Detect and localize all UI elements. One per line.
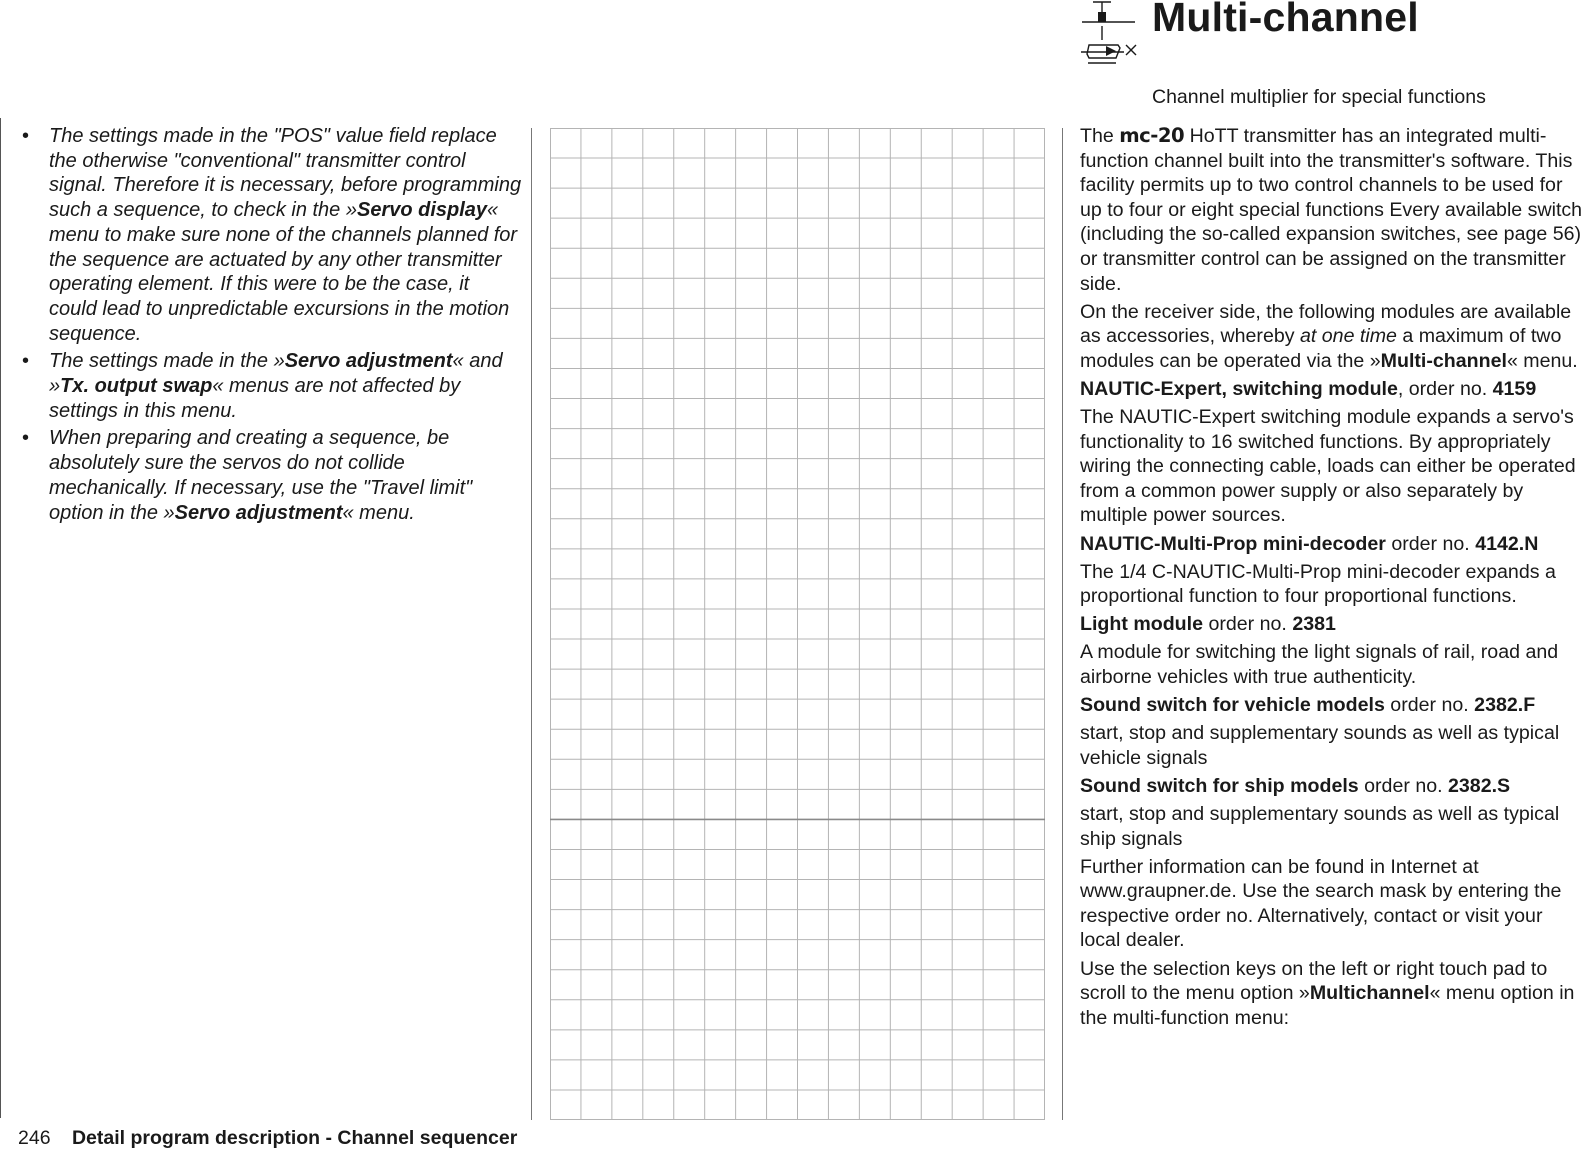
text-run: order no.	[1203, 613, 1293, 636]
text-run: Servo adjustment	[284, 350, 453, 373]
paragraph	[1080, 721, 1586, 770]
text-run: 2381	[1292, 613, 1336, 636]
text-run: The settings made in the »	[49, 350, 285, 373]
left-column	[22, 124, 522, 528]
text-run: Light module	[1080, 613, 1203, 636]
text-run: Sound switch for vehicle models	[1080, 694, 1385, 717]
text-run: order no.	[1358, 774, 1448, 797]
text-run: Servo display	[356, 199, 488, 222]
text-run: On the receiver side, the following modules are available as accessories, whereby	[1080, 300, 1572, 348]
text-run: 2382.F	[1474, 694, 1536, 717]
brand-logo-text: mc-20	[1119, 124, 1185, 147]
paragraph	[1080, 612, 1586, 637]
text-run: The settings made in the "POS" value field replace the otherwise "conventional" transmitter control signal. Therefore it is necessary, before programming such a sequence, to check in the »	[49, 125, 522, 222]
text-run: « menu.	[1506, 349, 1578, 372]
bullet-item	[22, 349, 522, 423]
footer-title: Detail program description - Channel sequencer	[71, 1127, 518, 1149]
bullet-icon: •	[22, 125, 30, 147]
text-run: 4142.N	[1475, 532, 1539, 555]
text-run: Use the selection keys on the left or right touch pad to scroll to the menu option »	[1080, 957, 1548, 1005]
text-run: The 1/4 C-NAUTIC-Multi-Prop mini-decoder expands a proportional function to four proportional functions.	[1080, 560, 1556, 608]
text-run: order no.	[1385, 532, 1476, 555]
text-run: NAUTIC-Multi-Prop mini-decoder	[1080, 532, 1386, 555]
text-run: « and »	[49, 350, 503, 398]
text-run: The	[1080, 125, 1120, 147]
bullet-item	[22, 124, 522, 346]
text-run: « menu option in the multi-function menu:	[1080, 982, 1575, 1029]
text-run: a maximum of two modules can be operated via the »	[1080, 325, 1562, 372]
column-divider-right	[1062, 128, 1063, 1120]
paragraph	[1080, 124, 1586, 296]
page-subtitle: Channel multiplier for special functions	[1152, 86, 1486, 108]
paragraph	[1080, 693, 1586, 718]
paragraph	[1080, 957, 1586, 1031]
text-run: HoTT transmitter has an integrated multi-function channel built into the transmitter's software. This facility permits up to two control channels to be used for up to four or eight special functions Every available switch (including the so-called expansion switches, see page 56) or transmitter control can be assigned on the transmitter side.	[1080, 125, 1583, 295]
text-run: 4159	[1492, 377, 1537, 400]
right-column	[1080, 124, 1586, 1034]
text-run: The NAUTIC-Expert switching module expands a servo's functionality to 16 switched functions. By appropriately wiring the connecting cable, loads can either be operated from a common power supply or also separately by multiple power sources.	[1080, 406, 1576, 527]
text-run: NAUTIC-Expert, switching module	[1080, 377, 1398, 400]
bullet-icon: •	[22, 427, 30, 450]
bullet-icon: •	[22, 350, 30, 373]
bullet-item	[22, 426, 522, 525]
text-run: start, stop and supplementary sounds as well as typical ship signals	[1080, 802, 1560, 850]
paragraph	[1080, 640, 1586, 689]
page-footer	[18, 1127, 517, 1150]
paragraph	[1080, 405, 1586, 528]
text-run: at one time	[1299, 325, 1397, 348]
page-number: 246	[18, 1127, 51, 1149]
text-run: start, stop and supplementary sounds as well as typical vehicle signals	[1080, 722, 1560, 769]
paragraph	[1080, 774, 1586, 799]
text-run: , order no.	[1397, 377, 1493, 400]
text-run: Multi-channel	[1380, 349, 1507, 372]
paragraph	[1080, 532, 1586, 557]
text-run: 2382.S	[1448, 774, 1511, 797]
text-run: Tx. output swap	[60, 375, 213, 398]
text-run: A module for switching the light signals of rail, road and airborne vehicles with true authenticity.	[1080, 641, 1559, 688]
text-run: When preparing and creating a sequence, be absolutely sure the servos do not collide mechanically. If necessary, use the "Travel limit" option in the »	[49, 427, 473, 524]
text-run: Sound switch for ship models	[1080, 774, 1359, 797]
bullet-list	[22, 124, 522, 525]
text-run: « menu to make sure none of the channels planned for the sequence are actuated by any other transmitter operating element. If this were to be the case, it could lead to unpredictable excursions in the motion sequence.	[49, 199, 518, 345]
helicopter-icon	[1080, 0, 1140, 66]
paragraph	[1080, 560, 1586, 609]
text-run: « menus are not affected by settings in this menu.	[49, 375, 461, 422]
text-run: order no.	[1384, 694, 1475, 717]
paragraph	[1080, 802, 1586, 851]
paragraph	[1080, 377, 1586, 402]
page-edge-line	[0, 118, 1, 1118]
paragraph	[1080, 855, 1586, 953]
text-run: Further information can be found in Internet at www.graupner.de. Use the search mask by entering the respective order no. Alternatively, contact or visit your local dealer.	[1080, 855, 1562, 952]
text-run: Multichannel	[1309, 982, 1430, 1005]
text-run: « menu.	[342, 501, 415, 524]
notes-grid	[550, 128, 1045, 1120]
text-run: Servo adjustment	[174, 501, 343, 524]
page-title: Multi-channel	[1152, 0, 1419, 40]
paragraph	[1080, 300, 1586, 374]
column-divider-left	[531, 128, 532, 1120]
